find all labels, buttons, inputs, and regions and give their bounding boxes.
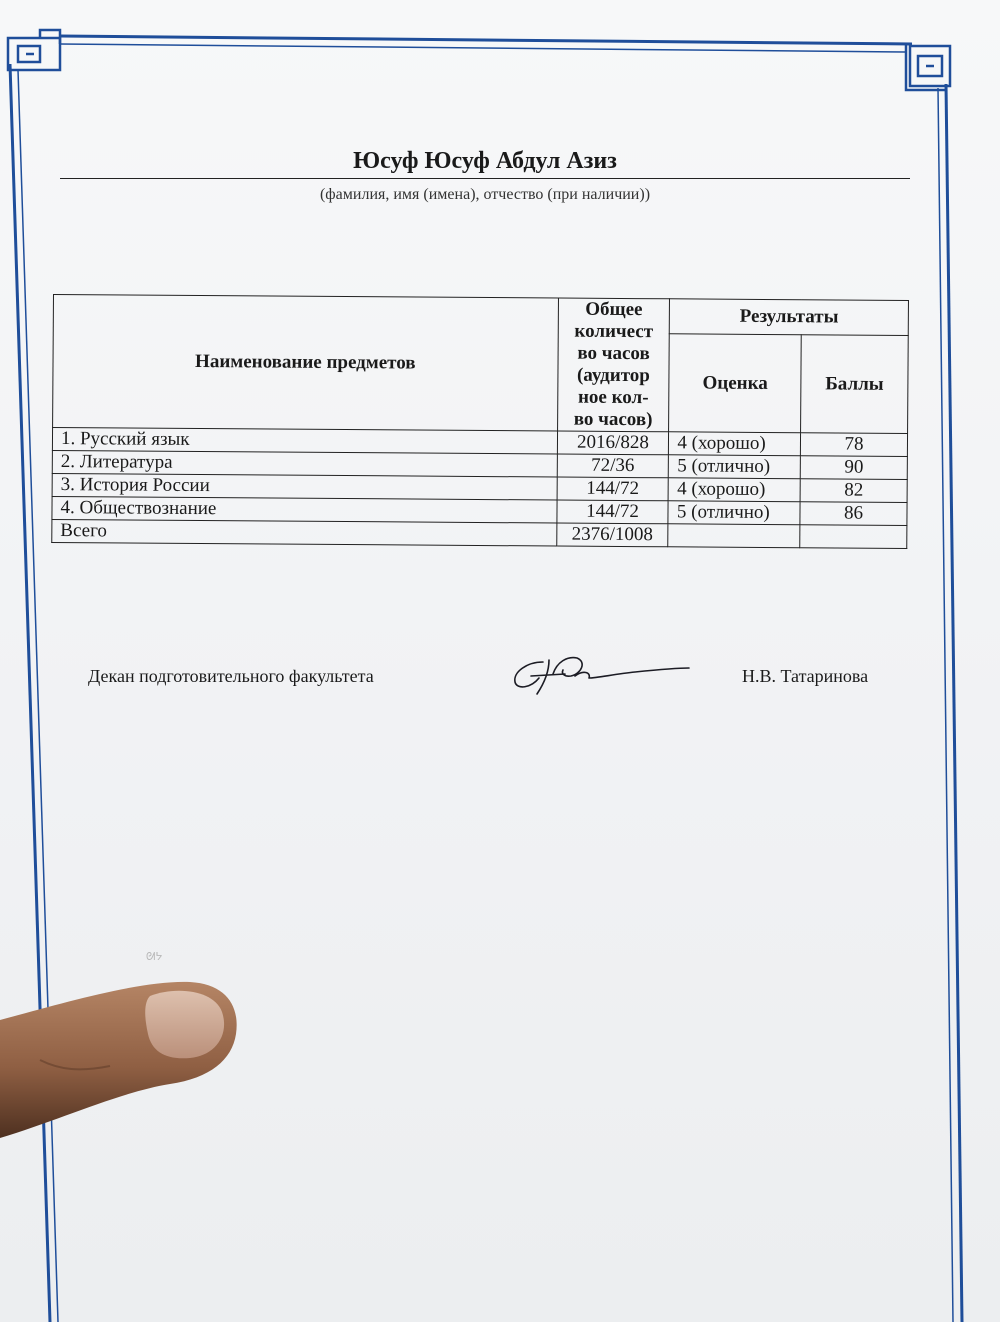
student-full-name: Юсуф Юсуф Абдул Азиз (353, 148, 617, 174)
total-label-cell: Всего (52, 519, 557, 546)
hours-cell: 144/72 (557, 477, 669, 501)
total-hours-cell: 2376/1008 (556, 523, 668, 547)
total-score-cell (800, 525, 907, 549)
frame-corner-ornament-left (8, 30, 60, 70)
score-column-header: Баллы (801, 335, 908, 434)
grade-column-header: Оценка (669, 334, 801, 433)
score-cell: 90 (800, 456, 907, 480)
name-underline (60, 178, 910, 179)
subject-cell: 1. Русский язык (52, 428, 557, 455)
total-grade-cell (668, 524, 800, 548)
handwritten-signature (505, 640, 700, 700)
score-cell: 78 (801, 433, 908, 457)
faint-pencil-mark: ᘛᔭ (146, 950, 163, 963)
frame-corner-ornament-right (906, 44, 950, 90)
subject-cell: 2. Литература (52, 450, 557, 477)
signer-name: Н.В. Татаринова (742, 666, 869, 686)
grade-cell: 5 (отлично) (668, 501, 800, 525)
hours-cell: 72/36 (557, 454, 669, 478)
hours-column-header: Общее количест во часов (аудитор ное кол- во часов) (557, 298, 670, 432)
results-column-header: Результаты (670, 299, 909, 336)
score-cell: 86 (800, 502, 907, 526)
score-cell: 82 (800, 479, 907, 503)
finger-photo-occlusion (0, 960, 260, 1190)
grade-cell: 4 (хорошо) (669, 478, 801, 502)
subject-column-header: Наименование предметов (53, 295, 558, 432)
name-field-caption: (фамилия, имя (имена), отчество (при наличии)) (319, 186, 651, 203)
hours-cell: 2016/828 (557, 431, 669, 455)
grade-cell: 4 (хорошо) (669, 432, 801, 456)
signer-position: Декан подготовительного факультета (88, 666, 374, 686)
grade-cell: 5 (отлично) (669, 455, 801, 479)
hours-cell: 144/72 (556, 500, 668, 524)
subject-cell: 4. Обществознание (52, 496, 557, 523)
grades-table (51, 294, 909, 549)
subject-cell: 3. История России (52, 473, 557, 500)
